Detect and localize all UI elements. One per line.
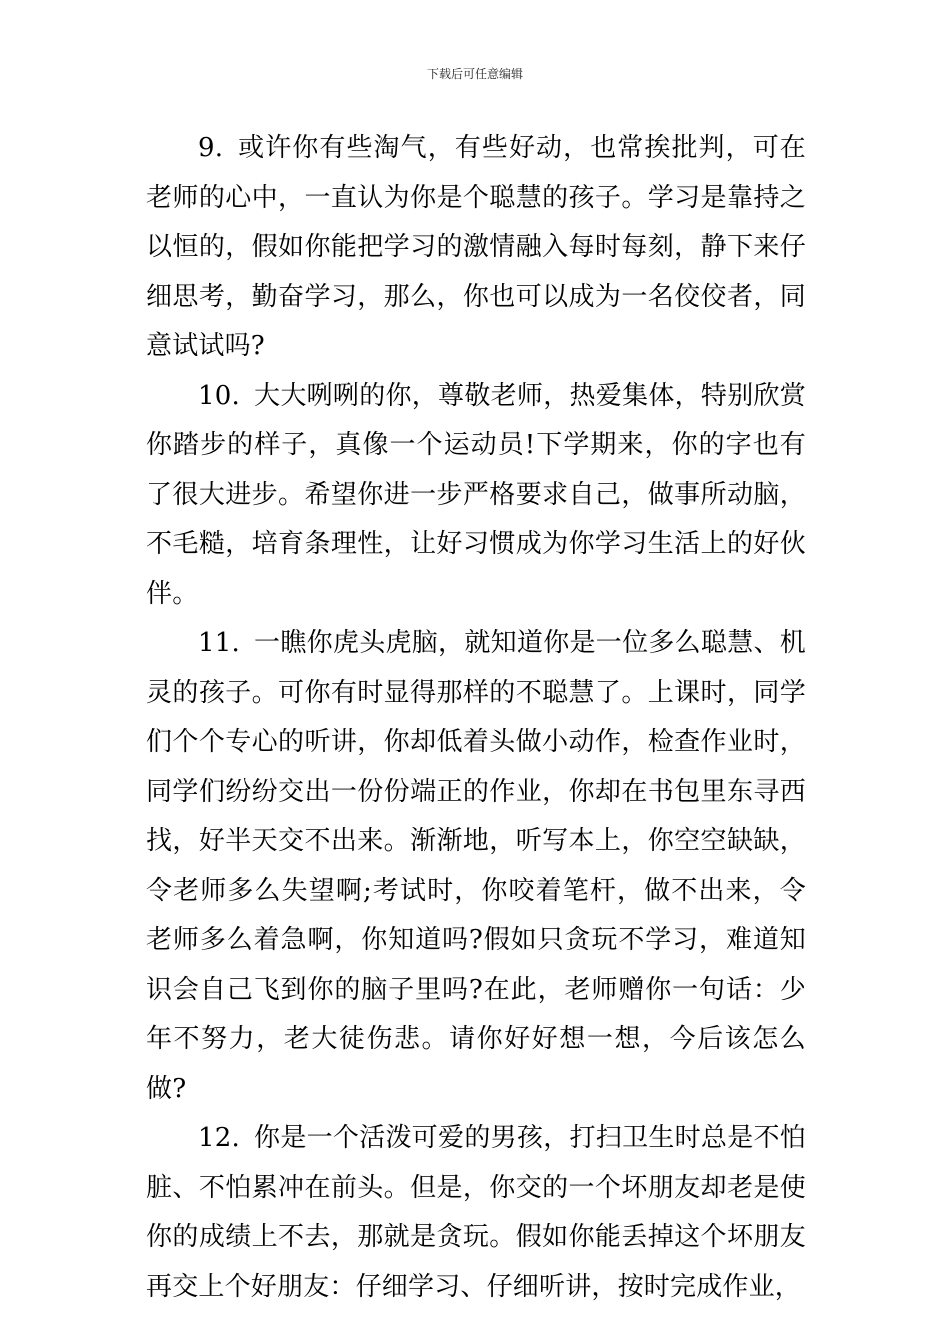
paragraph-number: 12. — [198, 1123, 240, 1153]
paragraph-number: 11. — [198, 628, 240, 658]
paragraph-number: 9. — [198, 133, 224, 163]
paragraph-text: 你是一个活泼可爱的男孩，打扫卫生时总是不怕脏、不怕累冲在前头。但是，你交的一个坏朋友却老是使你的成绩上不去，那就是贪玩。假如你能丢掉这个坏朋友再交上个好朋友：仔细学习、仔细听讲，按时完成作业， — [146, 1123, 806, 1302]
paragraph-text: 一瞧你虎头虎脑，就知道你是一位多么聪慧、机灵的孩子。可你有时显得那样的不聪慧了。上课时，同学们个个专心的听讲，你却低着头做小动作，检查作业时，同学们纷纷交出一份份端正的作业，你却在书包里东寻西找，好半天交不出来。渐渐地，听写本上，你空空缺缺，令老师多么失望啊;考试时，你咬着笔杆，做不出来，令老师多么着急啊，你知道吗?假如只贪玩不学习，难道知识会自己飞到你的脑子里吗?在此，老师赠你一句话：少年不努力，老大徒伤悲。请你好好想一想，今后该怎么做? — [146, 628, 806, 1104]
paragraph-text: 大大咧咧的你，尊敬老师，热爱集体，特别欣赏你踏步的样子，真像一个运动员!下学期来，你的字也有了很大进步。希望你进一步严格要求自己，做事所动脑，不毛糙，培育条理性，让好习惯成为你学习生活上的好伙伴。 — [146, 380, 806, 609]
paragraph-9 — [146, 124, 806, 372]
paragraph-12 — [146, 1114, 806, 1312]
paragraph-number: 10. — [198, 380, 240, 411]
document-body — [146, 124, 806, 1312]
paragraph-10 — [146, 372, 806, 620]
page-header: 下载后可任意编辑 — [426, 67, 523, 81]
paragraph-text: 或许你有些淘气，有些好动，也常挨批判，可在老师的心中，一直认为你是个聪慧的孩子。学习是靠持之以恒的，假如你能把学习的激情融入每时每刻，静下来仔细思考，勤奋学习，那么，你也可以成为一名佼佼者，同意试试吗? — [146, 133, 806, 361]
paragraph-11 — [146, 619, 806, 1114]
